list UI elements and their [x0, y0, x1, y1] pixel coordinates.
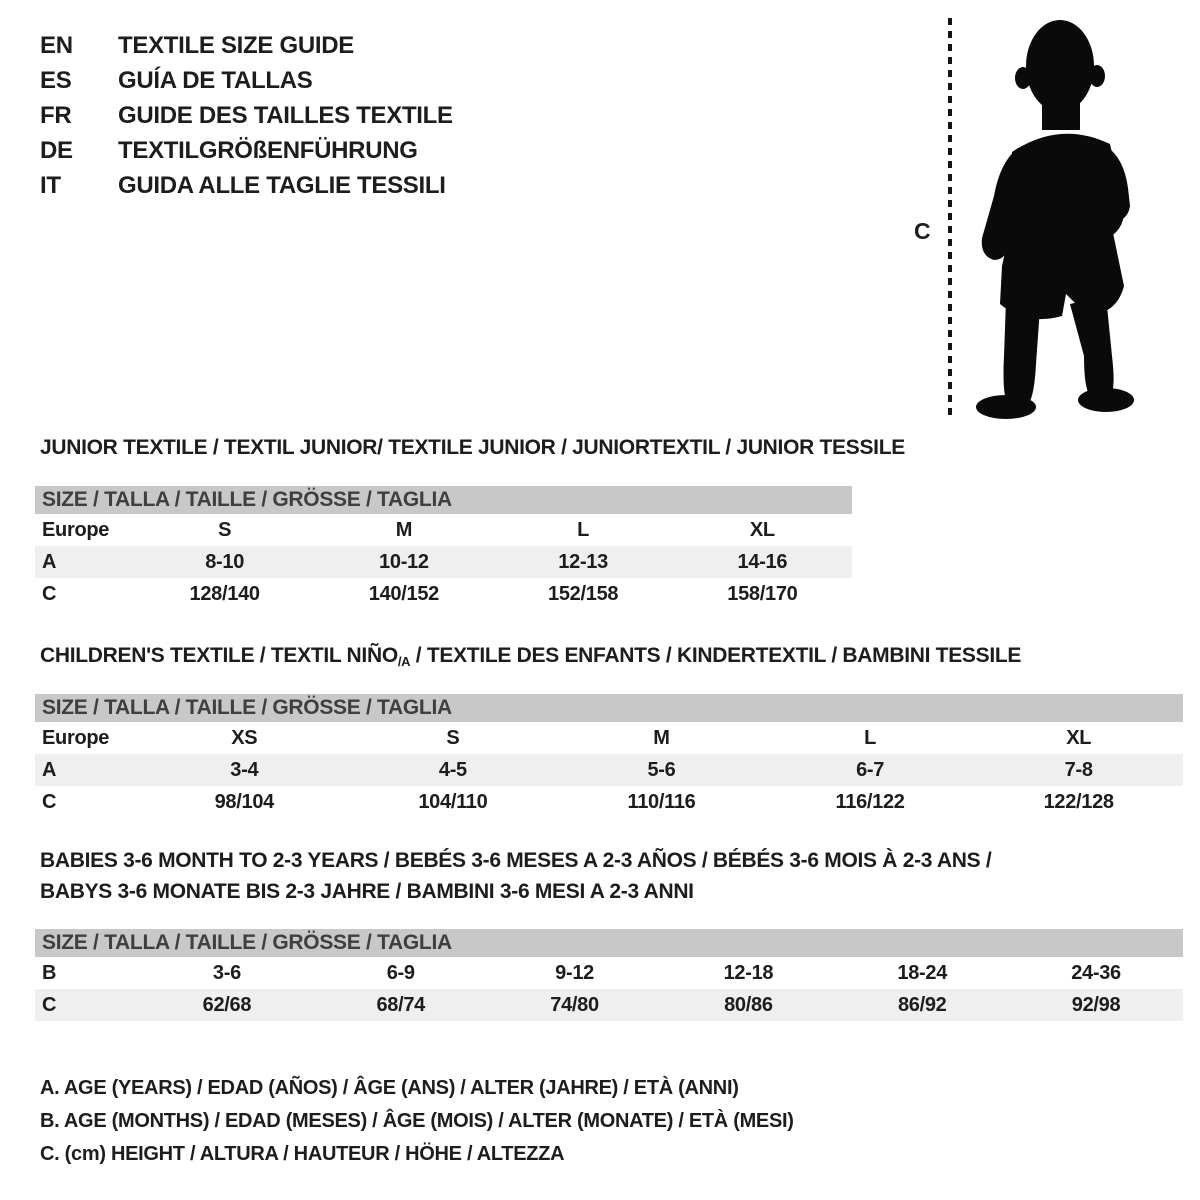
table-cell: 86/92	[897, 993, 947, 1016]
table-row	[35, 722, 1183, 754]
table-cell: 18-24	[897, 961, 948, 984]
table-cell: 7-8	[1064, 758, 1093, 781]
table-row	[35, 546, 852, 578]
row-label: A	[42, 550, 57, 573]
table-cell: 8-10	[205, 550, 245, 573]
table-cell: 104/110	[418, 790, 488, 813]
language-code: FR	[40, 102, 72, 129]
babies-title-line: BABIES 3-6 MONTH TO 2-3 YEARS / BEBÉS 3-6 MESES A 2-3 AÑOS / BÉBÉS 3-6 MOIS À 2-3 ANS /	[40, 849, 992, 872]
legend-line-c: C. (cm) HEIGHT / ALTURA / HAUTEUR / HÖHE / ALTEZZA	[40, 1143, 565, 1165]
size-table-header: SIZE / TALLA / TAILLE / GRÖSSE / TAGLIA	[35, 486, 852, 514]
row-label: C	[42, 582, 57, 605]
language-label: GUIDE DES TAILLES TEXTILE	[118, 102, 453, 129]
table-cell: XL	[1066, 726, 1092, 749]
table-cell: M	[395, 518, 413, 541]
table-cell: 24-36	[1071, 961, 1121, 984]
language-code: DE	[40, 137, 73, 164]
legend-line-b: B. AGE (MONTHS) / EDAD (MESES) / ÂGE (MOIS) / ALTER (MONATE) / ETÀ (MESI)	[40, 1110, 794, 1132]
table-cell: 74/80	[550, 993, 599, 1016]
language-row	[40, 133, 453, 168]
table-cell: 116/122	[835, 790, 905, 813]
table-cell: 140/152	[368, 582, 439, 605]
table-cell: 6-9	[386, 961, 415, 984]
measure-label-c: C	[914, 218, 931, 244]
table-cell: M	[653, 726, 670, 749]
babies-size-table	[35, 929, 1183, 1021]
language-label: GUÍA DE TALLAS	[118, 67, 313, 94]
table-cell: 12-18	[723, 961, 774, 984]
table-row	[35, 514, 852, 546]
table-cell: S	[218, 518, 232, 541]
row-label: A	[42, 758, 57, 781]
table-cell: 98/104	[214, 790, 274, 813]
table-cell: 92/98	[1071, 993, 1121, 1016]
table-cell: 4-5	[438, 758, 467, 781]
children-section-title	[40, 644, 1021, 669]
language-code: ES	[40, 67, 72, 94]
language-label: TEXTILE SIZE GUIDE	[118, 32, 354, 59]
table-cell: 10-12	[379, 550, 429, 573]
table-cell: 5-6	[647, 758, 676, 781]
table-row	[35, 786, 1183, 818]
language-row	[40, 63, 453, 98]
legend	[40, 1072, 794, 1171]
table-cell: 9-12	[555, 961, 594, 984]
height-measure-dashed-line	[948, 18, 952, 416]
table-cell: 12-13	[558, 550, 608, 573]
table-cell: 62/68	[202, 993, 252, 1016]
table-cell: L	[864, 726, 877, 749]
size-table-header: SIZE / TALLA / TAILLE / GRÖSSE / TAGLIA	[35, 929, 1183, 957]
table-cell: 158/170	[727, 582, 798, 605]
table-cell: 68/74	[376, 993, 426, 1016]
toddler-silhouette	[966, 16, 1144, 420]
language-row	[40, 98, 453, 133]
table-cell: 80/86	[724, 993, 773, 1016]
table-row	[35, 957, 1183, 989]
babies-title-line: BABYS 3-6 MONATE BIS 2-3 JAHRE / BAMBINI 3-6 MESI A 2-3 ANNI	[40, 880, 694, 903]
language-list	[40, 28, 453, 203]
table-cell: S	[446, 726, 460, 749]
table-cell: 6-7	[856, 758, 885, 781]
table-cell: 14-16	[737, 550, 788, 573]
row-label: Europe	[42, 726, 110, 749]
table-row	[35, 578, 852, 610]
row-label: C	[42, 993, 57, 1016]
children-title-part: CHILDREN'S TEXTILE / TEXTIL NIÑO	[40, 644, 398, 667]
size-table-header: SIZE / TALLA / TAILLE / GRÖSSE / TAGLIA	[35, 694, 1183, 722]
table-row	[35, 989, 1183, 1021]
children-title-part: / TEXTILE DES ENFANTS / KINDERTEXTIL / BAMBINI TESSILE	[410, 644, 1022, 667]
children-title-subscript: /A	[397, 654, 411, 669]
table-cell: 3-4	[230, 758, 259, 781]
table-cell: L	[577, 518, 590, 541]
language-code: IT	[40, 172, 61, 199]
table-row	[35, 754, 1183, 786]
babies-section-title	[40, 845, 991, 907]
language-code: EN	[40, 32, 73, 59]
table-cell: 110/116	[627, 790, 696, 813]
table-cell: XS	[231, 726, 258, 749]
language-label: TEXTILGRÖßENFÜHRUNG	[118, 137, 418, 164]
language-row	[40, 168, 453, 203]
junior-size-table	[35, 486, 852, 610]
row-label: C	[42, 790, 57, 813]
table-cell: XL	[749, 518, 775, 541]
table-cell: 128/140	[189, 582, 260, 605]
row-label: B	[42, 961, 57, 984]
language-row	[40, 28, 453, 63]
children-size-table	[35, 694, 1183, 818]
junior-section-title: JUNIOR TEXTILE / TEXTIL JUNIOR/ TEXTILE JUNIOR / JUNIORTEXTIL / JUNIOR TESSILE	[40, 436, 905, 459]
row-label: Europe	[42, 518, 110, 541]
table-cell: 122/128	[1043, 790, 1114, 813]
table-cell: 3-6	[212, 961, 241, 984]
table-cell: 152/158	[548, 582, 619, 605]
legend-line-a: A. AGE (YEARS) / EDAD (AÑOS) / ÂGE (ANS) / ALTER (JAHRE) / ETÀ (ANNI)	[40, 1077, 739, 1099]
language-label: GUIDA ALLE TAGLIE TESSILI	[118, 172, 446, 199]
